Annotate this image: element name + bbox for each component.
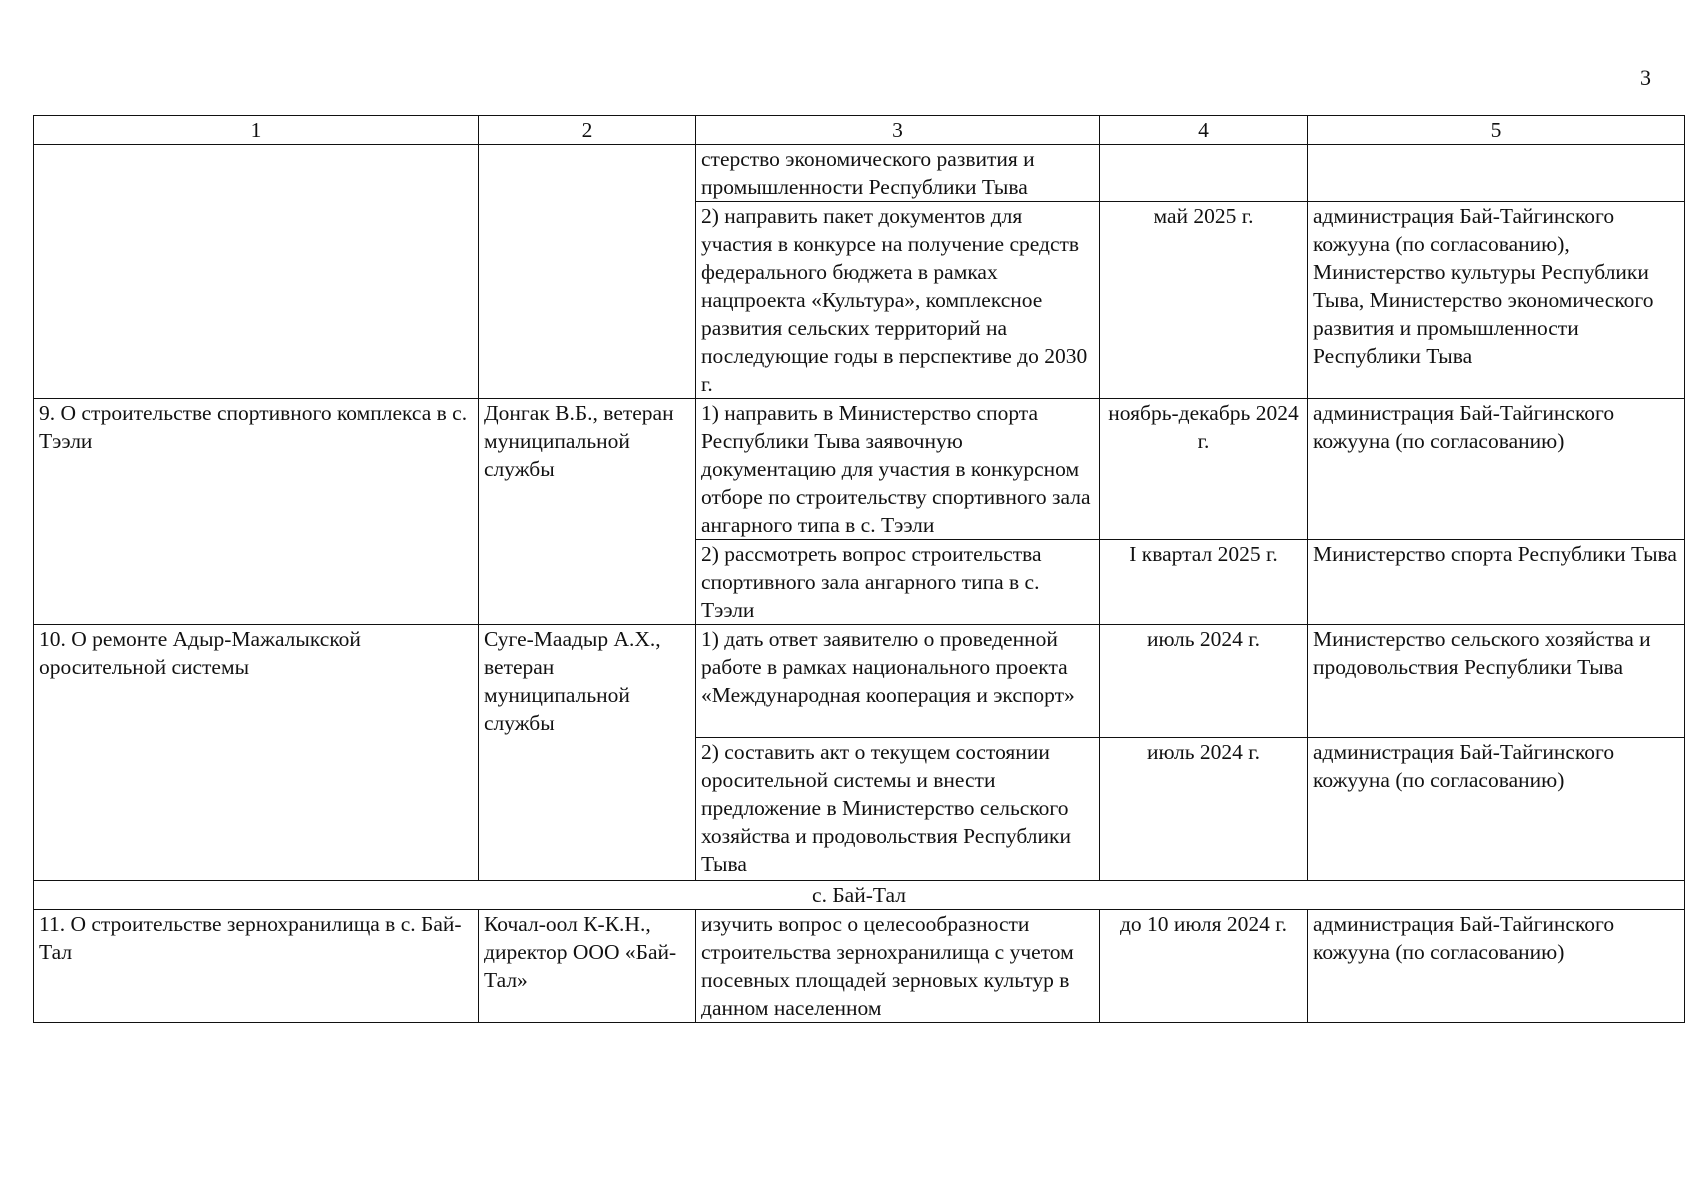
measure-cell: 1) дать ответ заявителю о проведенной работе в рамках национального проекта «Международная кооперация и экспорт» bbox=[696, 625, 1100, 738]
responsible-cell: Министерство спорта Республики Тыва bbox=[1308, 540, 1685, 625]
table-row bbox=[34, 625, 1685, 738]
section-row bbox=[34, 881, 1685, 910]
column-number: 3 bbox=[696, 116, 1100, 145]
measure-cell: 2) составить акт о текущем состоянии оросительной системы и внести предложение в Министерство сельского хозяйства и продовольствия Республики Тыва bbox=[696, 738, 1100, 881]
measures-table bbox=[33, 115, 1685, 1023]
page-number: 3 bbox=[1640, 65, 1651, 90]
deadline-cell: ноябрь-декабрь 2024 г. bbox=[1100, 399, 1308, 540]
responsible-cell: администрация Бай-Тайгинского кожууна (по согласованию) bbox=[1308, 399, 1685, 540]
measure-cell: 1) направить в Министерство спорта Республики Тыва заявочную документацию для участия в конкурсном отборе по строительству спортивного зала ангарного типа в с. Тээли bbox=[696, 399, 1100, 540]
issue-cell: 9. О строительстве спортивного комплекса в с. Тээли bbox=[34, 399, 479, 625]
column-number: 2 bbox=[479, 116, 696, 145]
responsible-cell: Министерство сельского хозяйства и продовольствия Республики Тыва bbox=[1308, 625, 1685, 738]
issue-cell: 11. О строительстве зернохранилища в с. Бай-Тал bbox=[34, 910, 479, 1023]
responsible-cell: администрация Бай-Тайгинского кожууна (по согласованию), Министерство культуры Республики Тыва, Министерство экономического развития и промышленности Республики Тыва bbox=[1308, 202, 1685, 399]
initiator-cell: Кочал-оол К-К.Н., директор ООО «Бай-Тал» bbox=[479, 910, 696, 1023]
initiator-cell: Донгак В.Б., ветеран муниципальной службы bbox=[479, 399, 696, 625]
responsible-cell bbox=[1308, 145, 1685, 202]
deadline-cell: июль 2024 г. bbox=[1100, 738, 1308, 881]
initiator-cell: Суге-Маадыр А.Х., ветеран муниципальной службы bbox=[479, 625, 696, 881]
column-number: 5 bbox=[1308, 116, 1685, 145]
measure-cell: 2) рассмотреть вопрос строительства спортивного зала ангарного типа в с. Тээли bbox=[696, 540, 1100, 625]
issue-cell: 10. О ремонте Адыр-Мажалыкской оросительной системы bbox=[34, 625, 479, 881]
column-number: 1 bbox=[34, 116, 479, 145]
measure-cell: 2) направить пакет документов для участия в конкурсе на получение средств федерального бюджета в рамках нацпроекта «Культура», комплексное развития сельских территорий на последующие годы в перспективе до 2030 г. bbox=[696, 202, 1100, 399]
deadline-cell: до 10 июля 2024 г. bbox=[1100, 910, 1308, 1023]
table-row bbox=[34, 145, 1685, 202]
deadline-cell: май 2025 г. bbox=[1100, 202, 1308, 399]
responsible-cell: администрация Бай-Тайгинского кожууна (по согласованию) bbox=[1308, 910, 1685, 1023]
measure-cell: стерство экономического развития и промышленности Республики Тыва bbox=[696, 145, 1100, 202]
deadline-cell: I квартал 2025 г. bbox=[1100, 540, 1308, 625]
initiator-cell bbox=[479, 145, 696, 399]
section-heading: с. Бай-Тал bbox=[34, 881, 1685, 910]
issue-cell bbox=[34, 145, 479, 399]
responsible-cell: администрация Бай-Тайгинского кожууна (по согласованию) bbox=[1308, 738, 1685, 881]
measure-cell: изучить вопрос о целесообразности строительства зернохранилища с учетом посевных площадей зерновых культур в данном населенном bbox=[696, 910, 1100, 1023]
table-row bbox=[34, 399, 1685, 540]
deadline-cell: июль 2024 г. bbox=[1100, 625, 1308, 738]
column-number: 4 bbox=[1100, 116, 1308, 145]
deadline-cell bbox=[1100, 145, 1308, 202]
table-row bbox=[34, 910, 1685, 1023]
column-number-row bbox=[34, 116, 1685, 145]
